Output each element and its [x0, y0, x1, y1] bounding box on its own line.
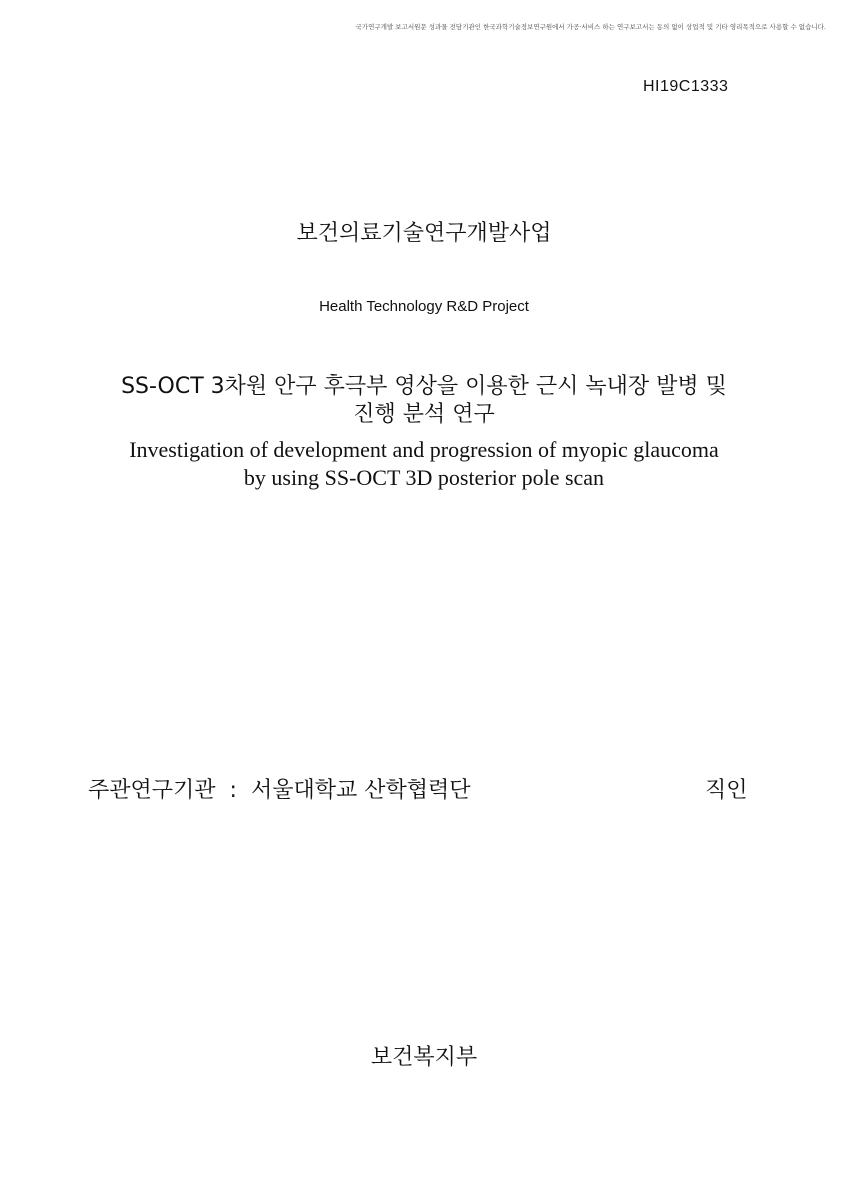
- program-name-en: Health Technology R&D Project: [319, 298, 529, 315]
- lead-institution: [88, 773, 470, 804]
- report-title-en-line2: by using SS-OCT 3D posterior pole scan: [243, 465, 605, 490]
- institution-label: 주관연구기관: [88, 778, 216, 803]
- institution-separator: :: [229, 778, 237, 803]
- report-title-en: [0, 436, 848, 492]
- report-title-en-line1: Investigation of development and progression of myopic glaucoma: [129, 437, 719, 462]
- report-title-kr: [0, 373, 848, 429]
- official-seal-label: 직인: [705, 778, 748, 803]
- project-code: HI19C1333: [643, 78, 729, 95]
- report-title-kr-line2: 진행 분석 연구: [353, 402, 495, 427]
- copyright-notice: 국가연구개발 보고서원문 성과물 전담기관인 한국과학기술정보연구원에서 가공·서비스 하는 연구보고서는 동의 없이 상업적 및 기타 영리목적으로 사용할 수 없습니다.: [355, 23, 826, 31]
- institution-name: 서울대학교 산학협력단: [250, 778, 471, 803]
- program-name-kr: 보건의료기술연구개발사업: [296, 221, 552, 246]
- report-title-kr-line1: SS-OCT 3차원 안구 후극부 영상을 이용한 근시 녹내장 발병 및: [121, 374, 727, 399]
- ministry-name: 보건복지부: [370, 1045, 478, 1070]
